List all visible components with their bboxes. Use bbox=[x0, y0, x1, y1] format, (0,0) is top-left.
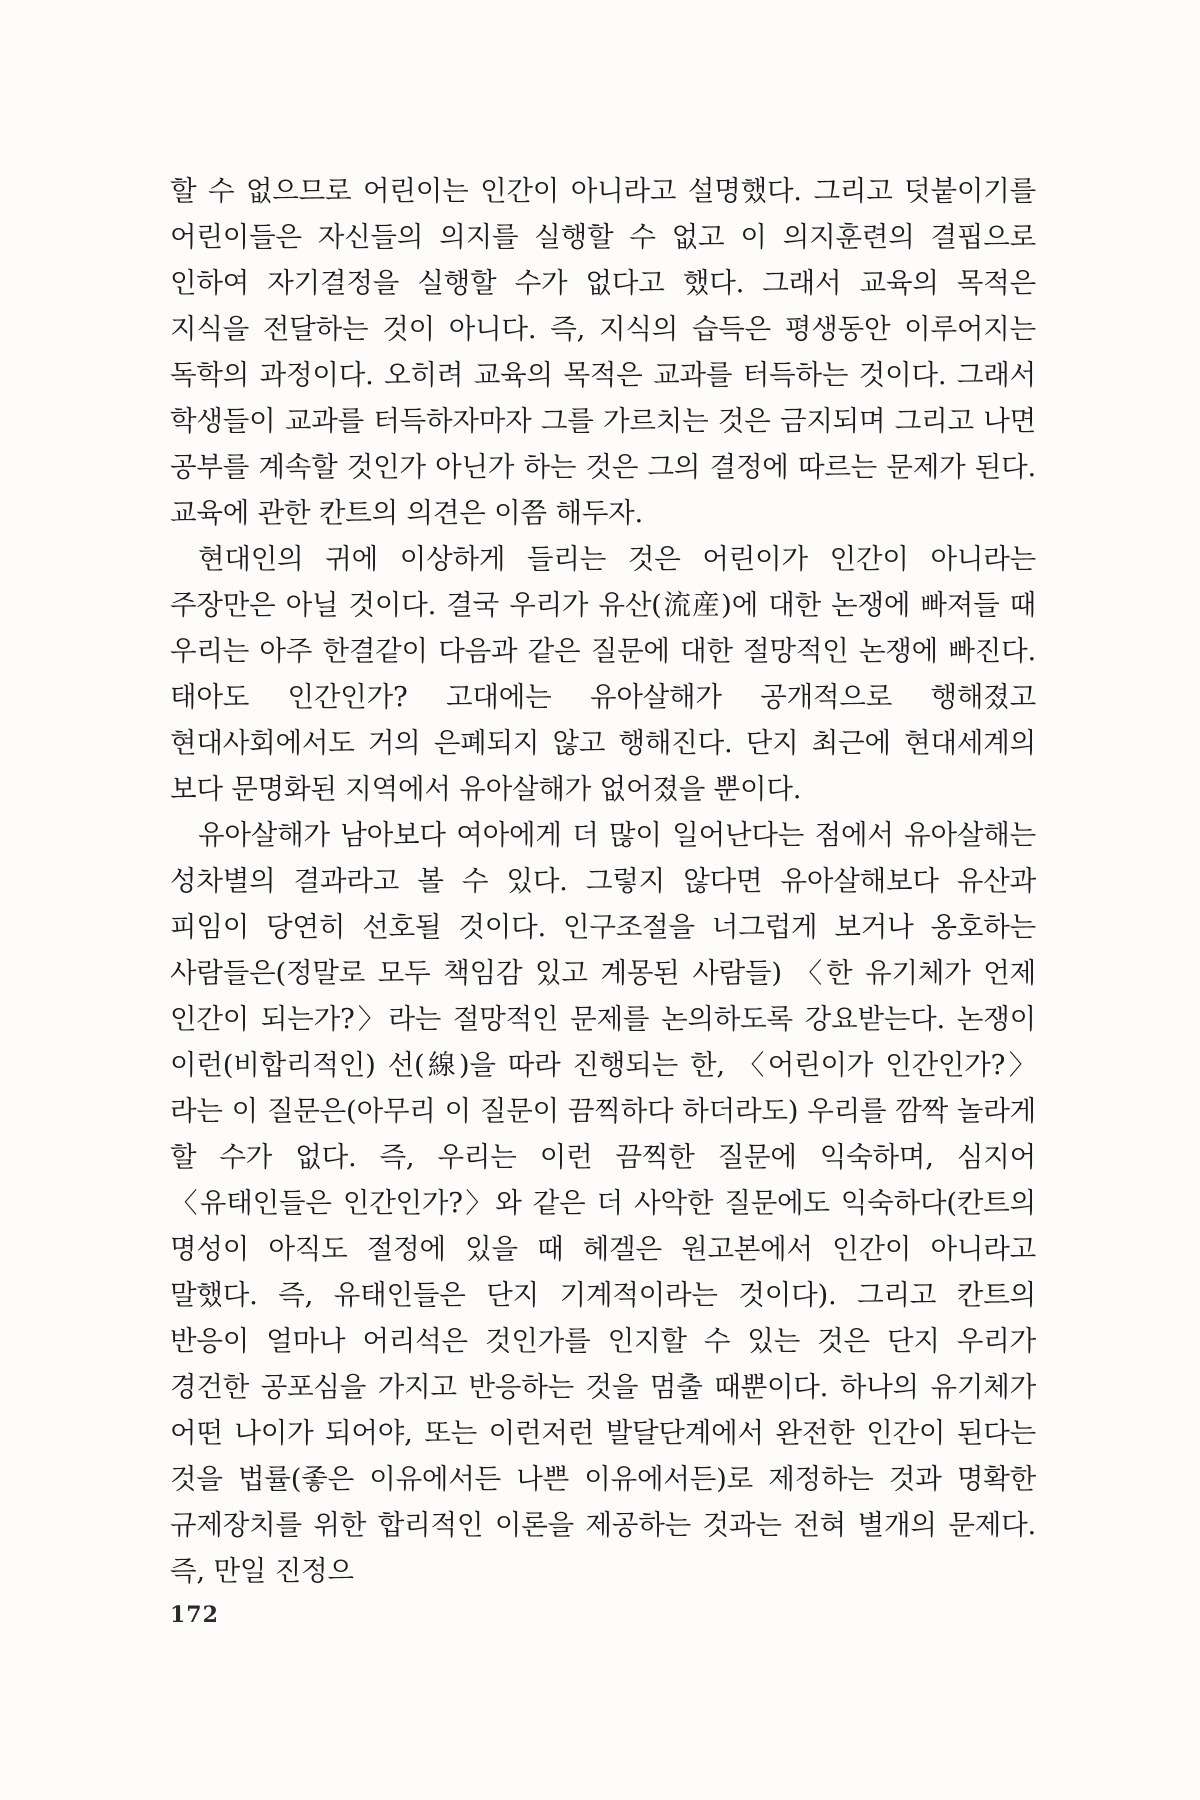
body-text bbox=[170, 168, 1036, 1594]
paragraph-3: 유아살해가 남아보다 여아에게 더 많이 일어난다는 점에서 유아살해는 성차별의 결과라고 볼 수 있다. 그렇지 않다면 유아살해보다 유산과 피임이 당연히 선호될 것이다. 인구조절을 너그럽게 보거나 옹호하는 사람들은(정말로 모두 책임감 있고 계몽된 사람들) 〈한 유기체가 언제 인간이 되는가?〉라는 절망적인 문제를 논의하도록 강요받는다. 논쟁이 이런(비합리적인) 선(線)을 따라 진행되는 한, 〈어린이가 인간인가?〉라는 이 질문은(아무리 이 질문이 끔찍하다 하더라도) 우리를 깜짝 놀라게 할 수가 없다. 즉, 우리는 이런 끔찍한 질문에 익숙하며, 심지어 〈유태인들은 인간인가?〉와 같은 더 사악한 질문에도 익숙하다(칸트의 명성이 아직도 절정에 있을 때 헤겔은 원고본에서 인간이 아니라고 말했다. 즉, 유태인들은 단지 기계적이라는 것이다). 그리고 칸트의 반응이 얼마나 어리석은 것인가를 인지할 수 있는 것은 단지 우리가 경건한 공포심을 가지고 반응하는 것을 멈출 때뿐이다. 하나의 유기체가 어떤 나이가 되어야, 또는 이런저런 발달단계에서 완전한 인간이 된다는 것을 법률(좋은 이유에서든 나쁜 이유에서든)로 제정하는 것과 명확한 규제장치를 위한 합리적인 이론을 제공하는 것과는 전혀 별개의 문제다. 즉, 만일 진정으 bbox=[170, 819, 1036, 1587]
paragraph-1: 할 수 없으므로 어린이는 인간이 아니라고 설명했다. 그리고 덧붙이기를 어린이들은 자신들의 의지를 실행할 수 없고 이 의지훈련의 결핍으로 인하여 자기결정을 실행할 수가 없다고 했다. 그래서 교육의 목적은 지식을 전달하는 것이 아니다. 즉, 지식의 습득은 평생동안 이루어지는 독학의 과정이다. 오히려 교육의 목적은 교과를 터득하는 것이다. 그래서 학생들이 교과를 터득하자마자 그를 가르치는 것은 금지되며 그리고 나면 공부를 계속할 것인가 아닌가 하는 것은 그의 결정에 따르는 문제가 된다. 교육에 관한 칸트의 의견은 이쯤 해두자. bbox=[170, 175, 1036, 529]
page-number: 172 bbox=[170, 1602, 219, 1628]
paragraph-2: 현대인의 귀에 이상하게 들리는 것은 어린이가 인간이 아니라는 주장만은 아닐 것이다. 결국 우리가 유산(流産)에 대한 논쟁에 빠져들 때 우리는 아주 한결같이 다음과 같은 질문에 대한 절망적인 논쟁에 빠진다. 태아도 인간인가? 고대에는 유아살해가 공개적으로 행해졌고 현대사회에서도 거의 은폐되지 않고 행해진다. 단지 최근에 현대세계의 보다 문명화된 지역에서 유아살해가 없어졌을 뿐이다. bbox=[170, 543, 1036, 805]
